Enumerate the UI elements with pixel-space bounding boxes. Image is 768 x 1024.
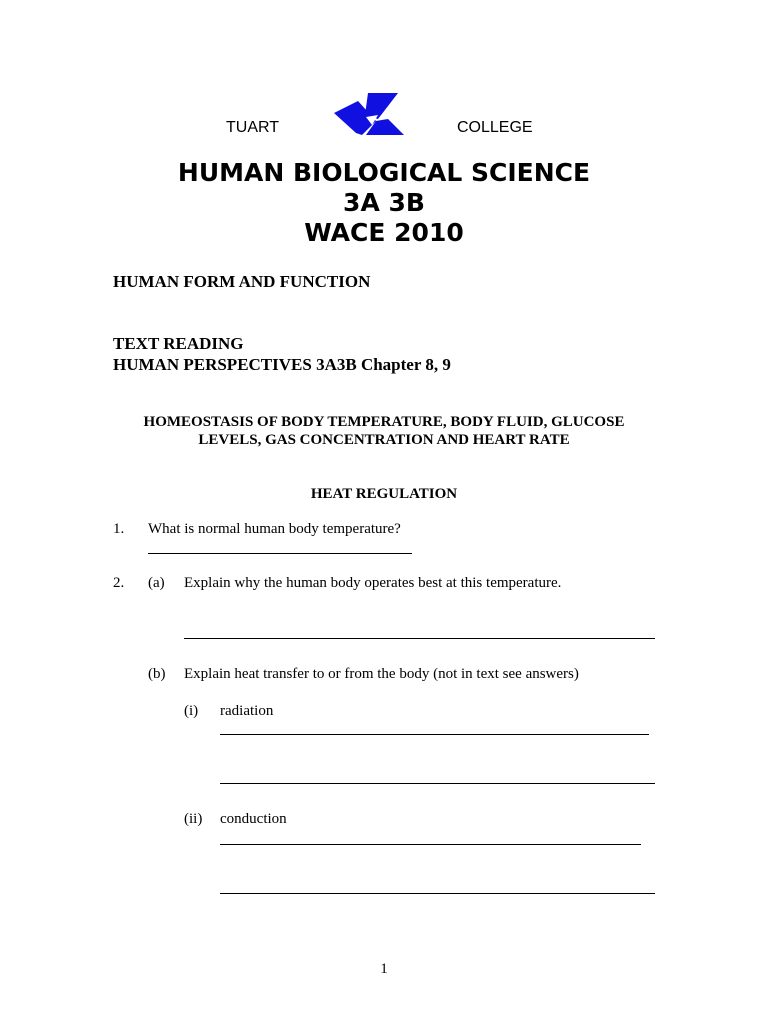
question-2-number: 2.	[113, 575, 125, 591]
text-reading-reference: HUMAN PERSPECTIVES 3A3B Chapter 8, 9	[113, 355, 451, 374]
page-number: 1	[380, 961, 388, 977]
subheading: HEAT REGULATION	[310, 486, 458, 502]
answer-line-q2b-i-2[interactable]	[220, 783, 655, 784]
question-2b-ii-text: conduction	[220, 811, 287, 827]
question-2a-label: (a)	[148, 575, 165, 591]
question-2b-i-text: radiation	[220, 703, 274, 719]
question-2b-i-label: (i)	[184, 703, 199, 719]
answer-line-q2b-ii-1[interactable]	[220, 844, 641, 845]
answer-line-q2b-i-1[interactable]	[220, 734, 649, 735]
question-2b-label: (b)	[148, 666, 166, 682]
question-2a-text: Explain why the human body operates best at this temperature.	[184, 575, 562, 591]
section-heading: HUMAN FORM AND FUNCTION	[113, 272, 371, 291]
answer-line-q1[interactable]	[148, 553, 412, 554]
course-units: 3A 3B	[343, 188, 425, 217]
question-2b-ii-label: (ii)	[184, 811, 203, 827]
topic-heading-line2: LEVELS, GAS CONCENTRATION AND HEART RATE	[198, 432, 570, 448]
answer-line-q2b-ii-2[interactable]	[220, 893, 655, 894]
answer-line-q2a[interactable]	[184, 638, 655, 639]
college-logo-icon	[332, 91, 406, 137]
question-1-number: 1.	[113, 521, 125, 537]
topic-heading-line1: HOMEOSTASIS OF BODY TEMPERATURE, BODY FLUID, GLUCOSE	[143, 414, 625, 430]
course-title: HUMAN BIOLOGICAL SCIENCE	[177, 158, 591, 187]
course-year: WACE 2010	[304, 218, 464, 247]
header-left-text: TUART	[226, 119, 280, 136]
header-right-text: COLLEGE	[457, 119, 533, 136]
question-2b-text: Explain heat transfer to or from the body (not in text see answers)	[184, 666, 579, 682]
question-1-text: What is normal human body temperature?	[148, 521, 401, 537]
text-reading-label: TEXT READING	[113, 334, 244, 353]
